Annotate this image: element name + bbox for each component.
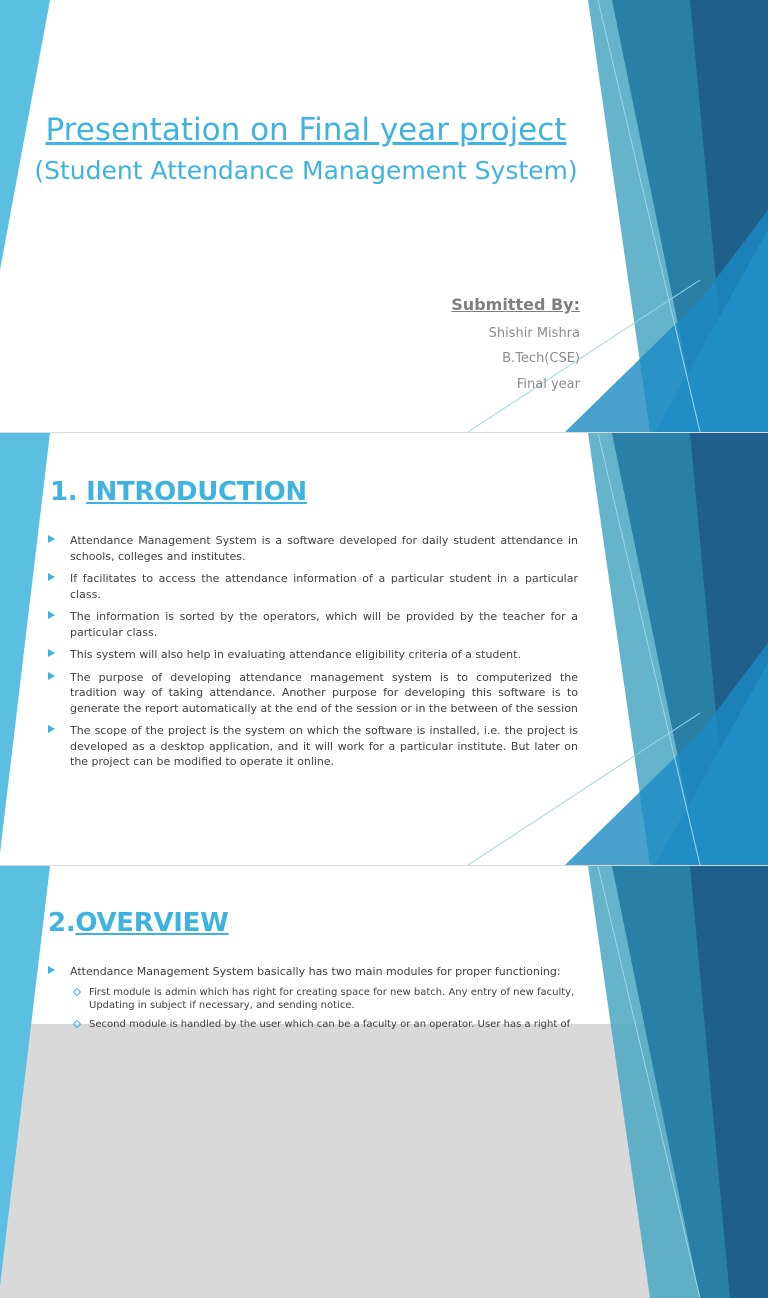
- bullet-text: The information is sorted by the operators, which will be provided by the teacher for a particular class.: [70, 610, 578, 639]
- introduction-heading: [50, 477, 307, 507]
- heading-number: 1.: [50, 477, 78, 507]
- diamond-bullet-icon: [73, 1020, 81, 1028]
- overview-sub-bullet-list: [72, 986, 578, 1037]
- list-item: [72, 1018, 578, 1031]
- author-year: Final year: [516, 377, 580, 392]
- introduction-bullet-list: [48, 533, 578, 777]
- left-blue-triangle: [0, 866, 50, 1286]
- bullet-text: This system will also help in evaluating attendance eligibility criteria of a student.: [70, 648, 521, 661]
- bullet-text: Attendance Management System basically has two main modules for proper functioning:: [70, 965, 561, 978]
- bullet-text: The purpose of developing attendance management system is to computerized the tradition way of taking attendance. Another purpose for developing this software is to generate the report automatically at the end of the session or in the between of the session: [70, 670, 578, 715]
- arrow-bullet-icon: [48, 725, 55, 733]
- presentation-subtitle: (Student Attendance Management System): [34, 156, 578, 185]
- decorative-shapes: [0, 0, 768, 432]
- author-degree: B.Tech(CSE): [502, 351, 580, 366]
- overview-slide: [0, 866, 768, 1030]
- overview-heading: [48, 908, 229, 938]
- list-item: [48, 723, 578, 770]
- arrow-bullet-icon: [48, 966, 55, 974]
- introduction-slide: [0, 433, 768, 865]
- title-slide: [0, 0, 768, 432]
- list-item: [72, 986, 578, 1012]
- list-item: [48, 647, 578, 663]
- list-item: [48, 533, 578, 564]
- heading-text: INTRODUCTION: [86, 477, 307, 507]
- submitted-by-label: Submitted By:: [451, 295, 580, 314]
- bullet-text: If facilitates to access the attendance information of a particular student in a particular class.: [70, 572, 578, 601]
- overview-bullet-list: [48, 964, 578, 987]
- author-name: Shishir Mishra: [488, 326, 580, 341]
- diamond-bullet-icon: [73, 988, 81, 996]
- list-item: [48, 670, 578, 717]
- list-item: [48, 571, 578, 602]
- sub-bullet-text: Second module is handled by the user which can be a faculty or an operator. User has a right of: [89, 1019, 571, 1030]
- left-blue-triangle: [0, 433, 50, 853]
- list-item: [48, 964, 578, 980]
- presentation-title: Presentation on Final year project: [45, 112, 567, 148]
- arrow-bullet-icon: [48, 672, 55, 680]
- sub-bullet-text: First module is admin which has right for creating space for new batch. Any entry of new faculty, Updating in subject if necessary, and sending notice.: [89, 987, 575, 1011]
- arrow-bullet-icon: [48, 573, 55, 581]
- list-item: [48, 609, 578, 640]
- arrow-bullet-icon: [48, 535, 55, 543]
- bullet-text: The scope of the project is the system on which the software is installed, i.e. the project is developed as a desktop application, and it will work for a particular institute. But later on the project can be modified to operate it online.: [70, 724, 578, 768]
- heading-number: 2.: [48, 908, 76, 938]
- heading-text: OVERVIEW: [75, 908, 229, 938]
- arrow-bullet-icon: [48, 611, 55, 619]
- bullet-text: Attendance Management System is a software developed for daily student attendance in schools, colleges and institutes.: [70, 534, 578, 563]
- arrow-bullet-icon: [48, 649, 55, 657]
